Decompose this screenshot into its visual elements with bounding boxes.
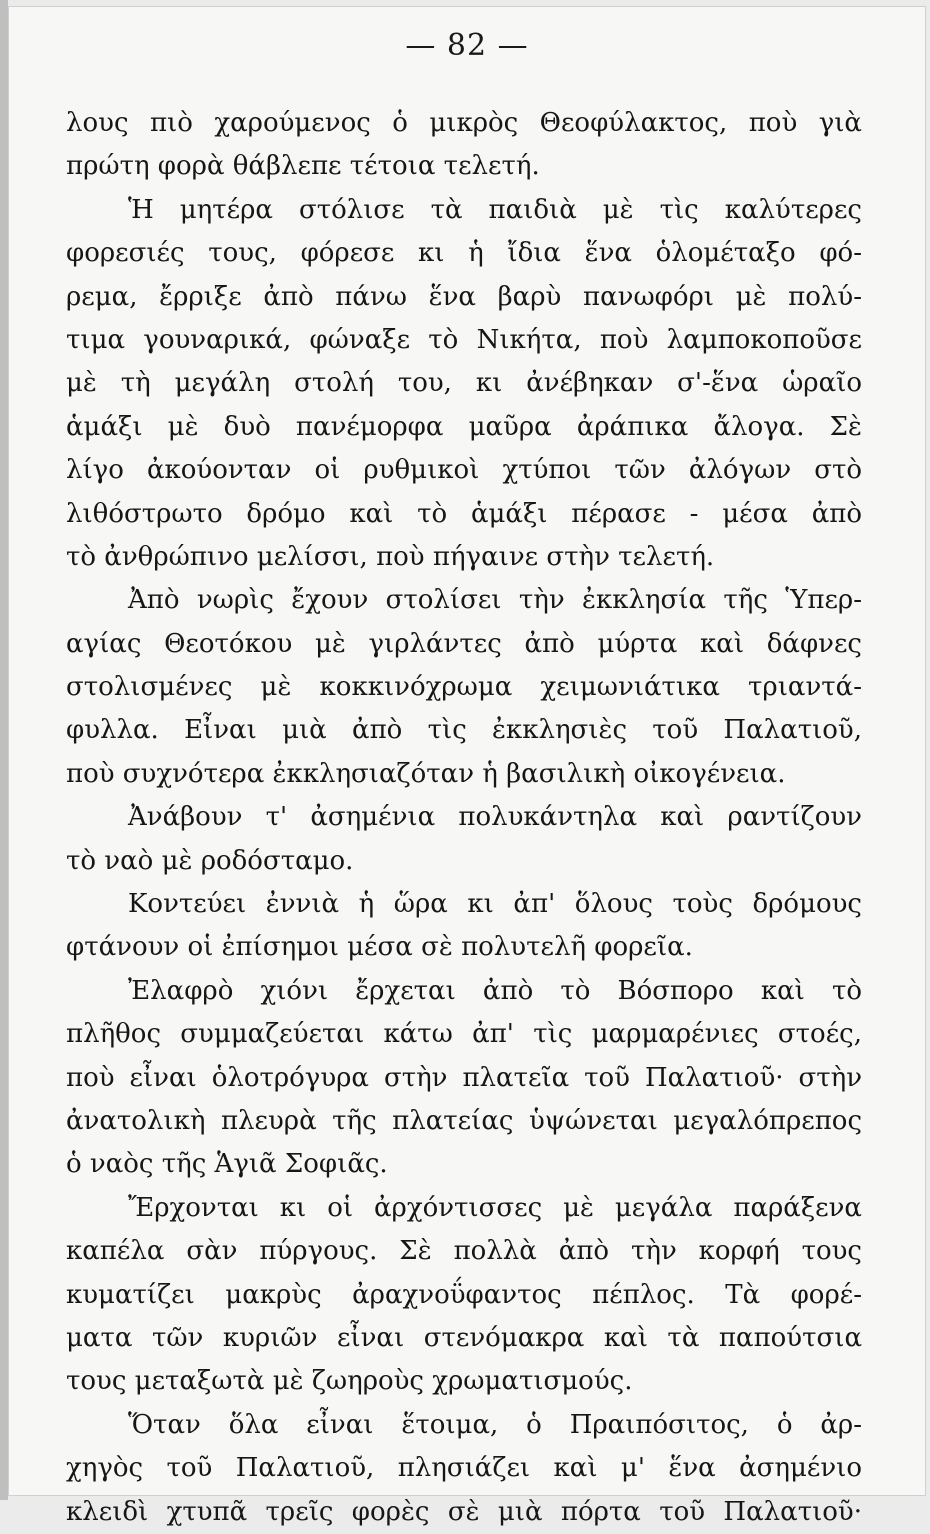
text-line: τιμα γουναρικά, φώναξε τὸ Νικήτα, ποὺ λαμποκοποῦσε <box>66 324 862 355</box>
text-line: μὲ τὴ μεγάλη στολή του, κι ἀνέβηκαν σ'-ἕνα ὡραῖο <box>66 368 862 399</box>
text-line: ματα τῶν κυριῶν εἶναι στενόμακρα καὶ τὰ παπούτσια <box>66 1322 862 1353</box>
text-line: καπέλα σὰν πύργους. Σὲ πολλὰ ἀπὸ τὴν κορφή τους <box>66 1236 862 1267</box>
page-number: — 82 — <box>405 28 529 63</box>
book-page <box>8 6 926 1527</box>
text-line: ὁ ναὸς τῆς Ἁγιᾶ Σοφιᾶς. <box>66 1149 388 1180</box>
book-gutter-edge <box>0 0 8 1500</box>
text-line: λίγο ἀκούονταν οἱ ρυθμικοὶ χτύποι τῶν ἀλόγων στὸ <box>66 455 862 486</box>
text-line: τὸ ναὸ μὲ ροδόσταμο. <box>66 845 354 876</box>
text-line: Ἀπὸ νωρὶς ἔχουν στολίσει τὴν ἐκκλησία τῆς Ὑπερ- <box>128 585 862 616</box>
text-line: λους πιὸ χαρούμενος ὁ μικρὸς Θεοφύλακτος, ποὺ γιὰ <box>66 108 862 138</box>
text-line: ρεμα, ἔρριξε ἀπὸ πάνω ἕνα βαρὺ πανωφόρι μὲ πολύ- <box>66 281 862 312</box>
text-line: φτάνουν οἱ ἐπίσημοι μέσα σὲ πολυτελῆ φορεῖα. <box>66 932 693 963</box>
text-line: κυματίζει μακρὺς ἀραχνοΰφαντος πέπλος. Τὰ φορέ- <box>66 1279 862 1310</box>
text-line: λιθόστρωτο δρόμο καὶ τὸ ἁμάξι πέρασε - μέσα ἀπὸ <box>66 498 862 529</box>
text-line: Ἀνάβουν τ' ἀσημένια πολυκάντηλα καὶ ραντίζουν <box>128 802 862 833</box>
text-line: Ὅταν ὅλα εἶναι ἕτοιμα, ὁ Πραιπόσιτος, ὁ ἀρ- <box>128 1409 862 1440</box>
text-line: φυλλα. Εἶναι μιὰ ἀπὸ τὶς ἐκκλησιὲς τοῦ Παλατιοῦ, <box>66 715 862 746</box>
text-line: ἁμάξι μὲ δυὸ πανέμορφα μαῦρα ἀράπικα ἄλογα. Σὲ <box>66 411 862 442</box>
text-line: τους μεταξωτὰ μὲ ζωηροὺς χρωματισμούς. <box>66 1366 633 1397</box>
text-line: χηγὸς τοῦ Παλατιοῦ, πλησιάζει καὶ μ' ἕνα ἀσημένιο <box>66 1453 862 1484</box>
text-line: αγίας Θεοτόκου μὲ γιρλάντες ἀπὸ μύρτα καὶ δάφνες <box>66 628 862 659</box>
text-line: κλειδὶ χτυπᾶ τρεῖς φορὲς σὲ μιὰ πόρτα τοῦ Παλατιοῦ· <box>66 1496 862 1527</box>
text-line: Ἐλαφρὸ χιόνι ἔρχεται ἀπὸ τὸ Βόσπορο καὶ τὸ <box>128 975 862 1006</box>
text-line: στολισμένες μὲ κοκκινόχρωμα χειμωνιάτικα τριαντά- <box>66 672 862 703</box>
text-line: ἀνατολικὴ πλευρὰ τῆς πλατείας ὑψώνεται μεγαλόπρεπος <box>66 1105 862 1136</box>
text-line: τὸ ἀνθρώπινο μελίσσι, ποὺ πήγαινε στὴν τελετή. <box>66 541 715 572</box>
text-line: πρώτη φορὰ θάβλεπε τέτοια τελετή. <box>66 151 540 182</box>
text-line: Κοντεύει ἐννιὰ ἡ ὥρα κι ἀπ' ὅλους τοὺς δρόμους <box>128 889 862 920</box>
text-line: Ἔρχονται κι οἱ ἀρχόντισσες μὲ μεγάλα παράξενα <box>128 1192 862 1223</box>
text-line: πλῆθος συμμαζεύεται κάτω ἀπ' τὶς μαρμαρένιες στοές, <box>66 1019 862 1050</box>
body-text <box>66 102 862 1534</box>
text-line: φορεσιές τους, φόρεσε κι ἡ ἴδια ἕνα ὁλομέταξο φό- <box>66 238 862 269</box>
text-line: ποὺ συχνότερα ἐκκλησιαζόταν ἡ βασιλικὴ οἰκογένεια. <box>66 758 786 789</box>
text-line: Ἡ μητέρα στόλισε τὰ παιδιὰ μὲ τὶς καλύτερες <box>128 194 862 225</box>
text-line: ποὺ εἶναι ὁλοτρόγυρα στὴν πλατεῖα τοῦ Παλατιοῦ· στὴν <box>66 1062 862 1093</box>
